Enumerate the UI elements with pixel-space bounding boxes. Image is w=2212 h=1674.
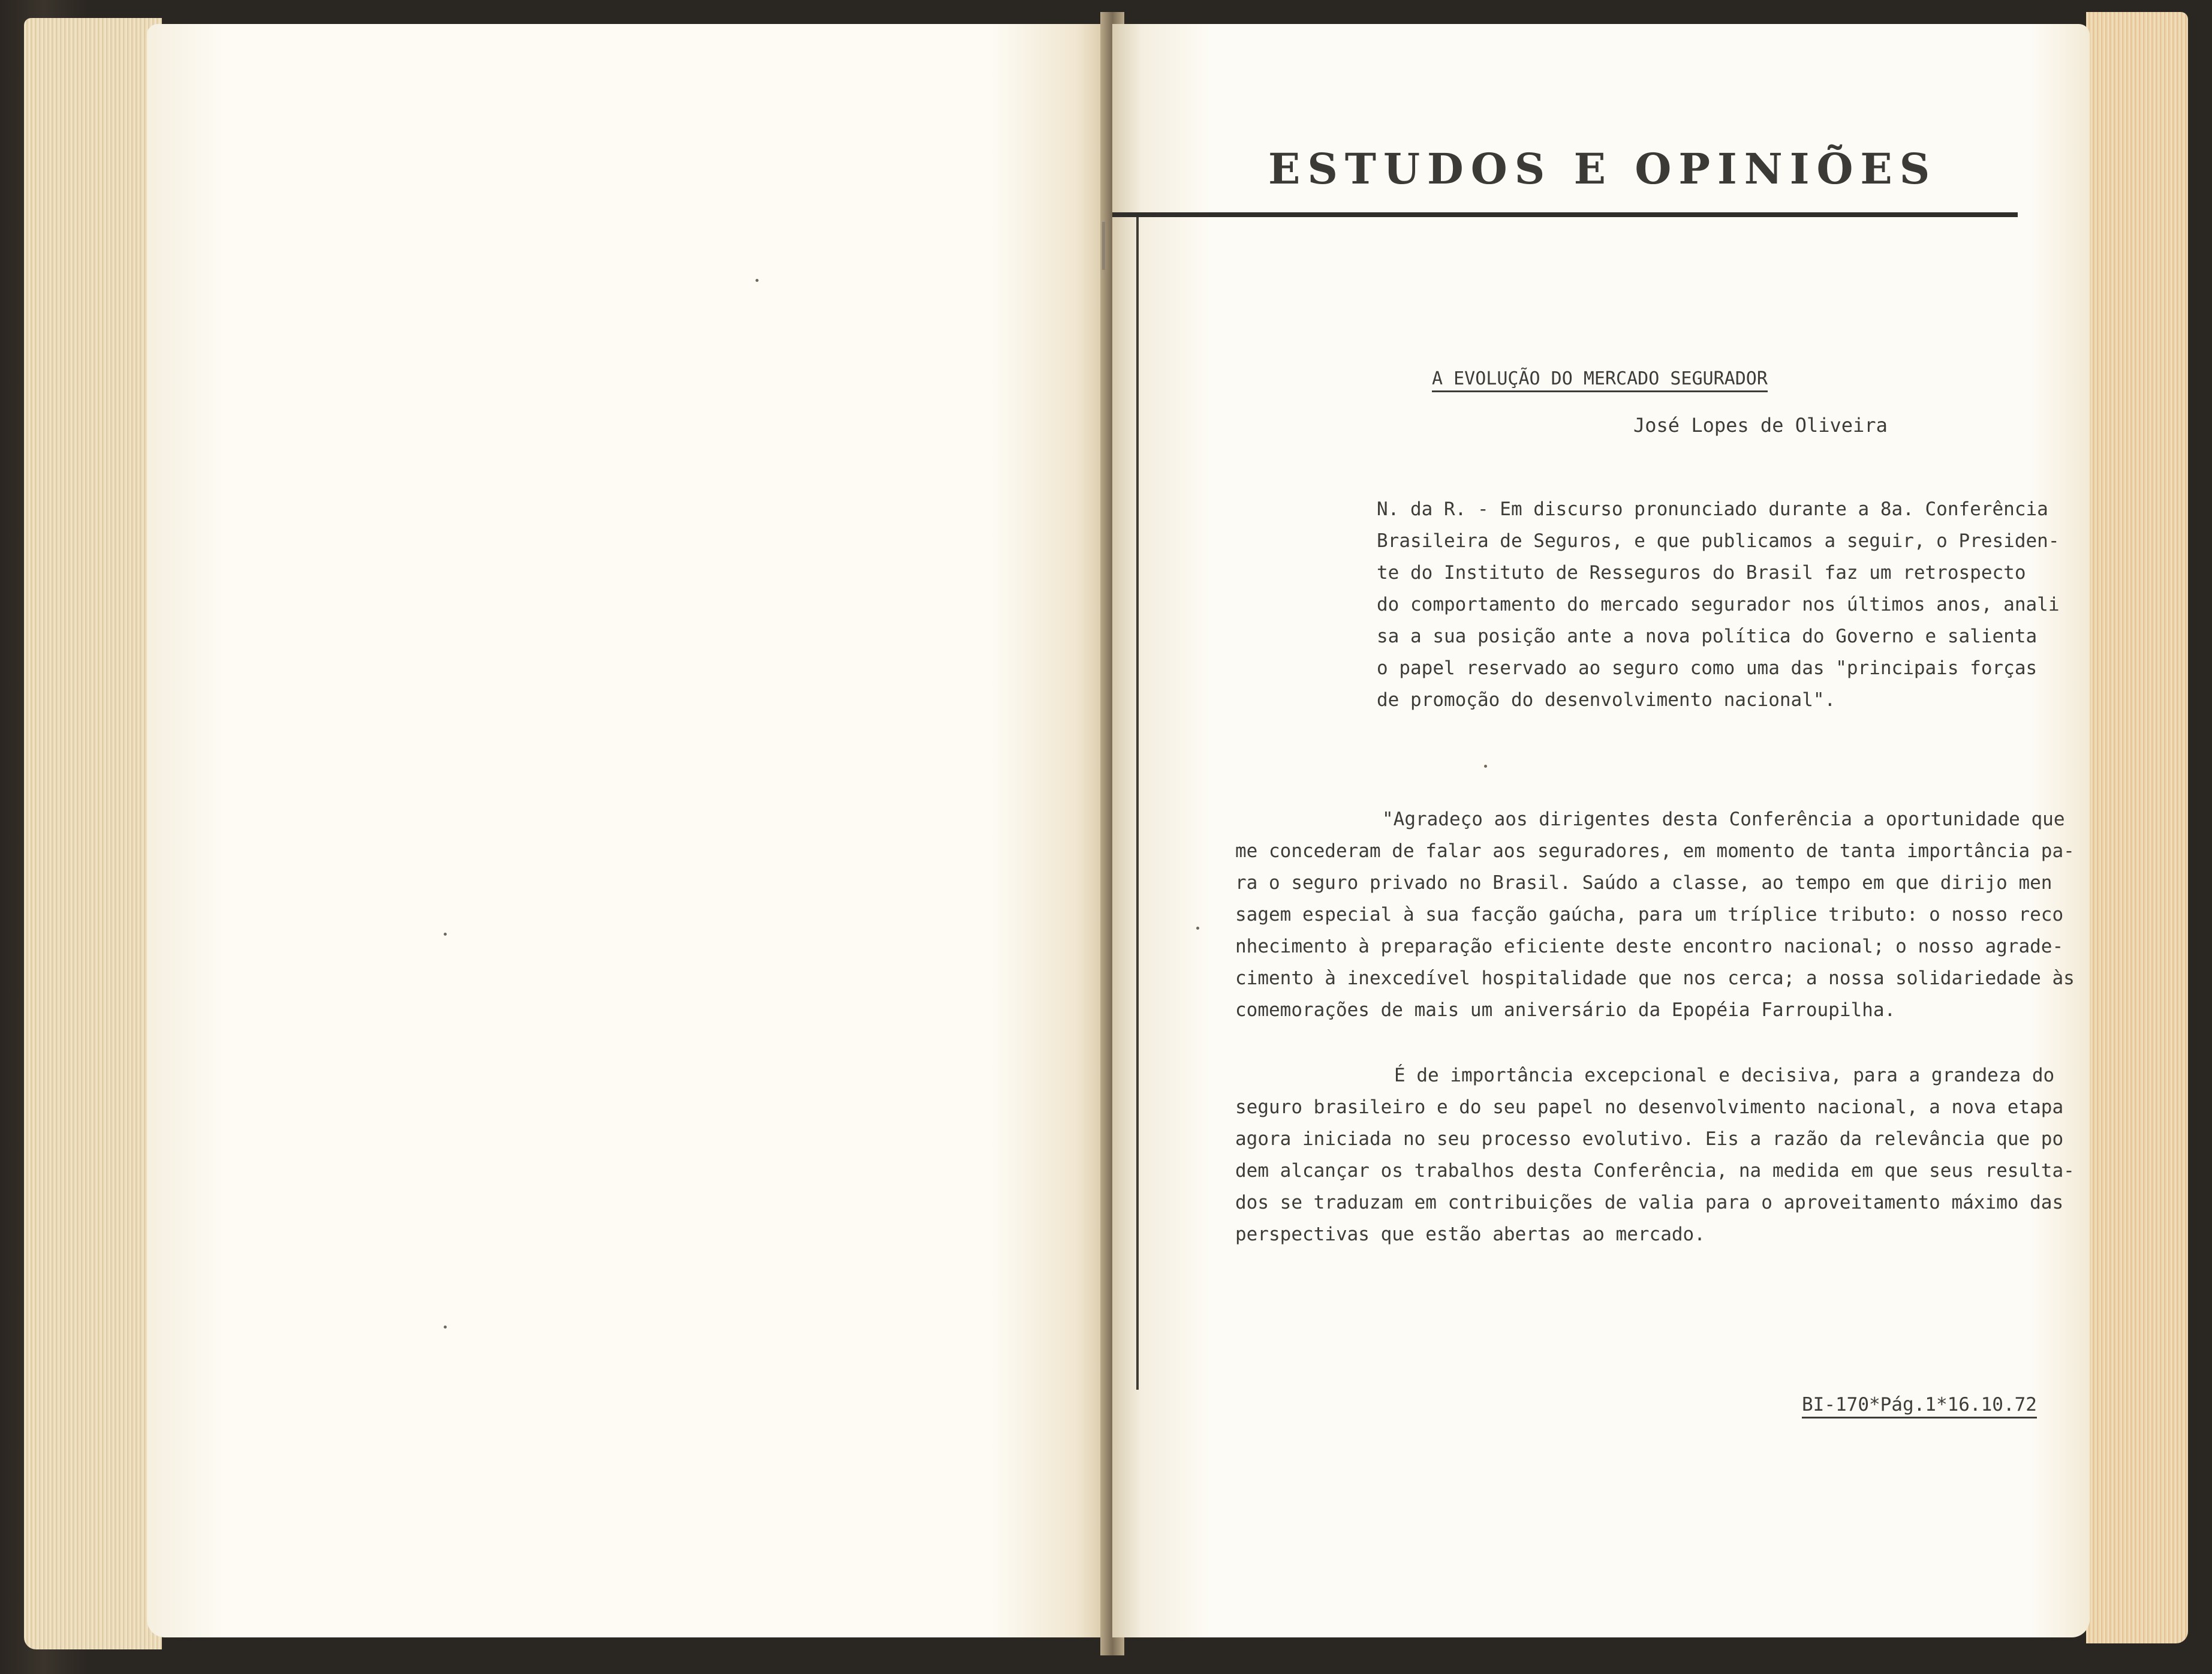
text-line: dem alcançar os trabalhos desta Conferência, na medida em que seus resulta- xyxy=(1235,1160,2075,1182)
page-reference: BI-170*Pág.1*16.10.72 xyxy=(1802,1394,2037,1418)
text-line: ra o seguro privado no Brasil. Saúdo a classe, ao tempo em que dirijo men xyxy=(1235,872,2053,894)
paper-speck xyxy=(444,1326,447,1329)
margin-rule xyxy=(1136,217,1139,1390)
section-heading: ESTUDOS E OPINIÕES xyxy=(1268,144,1937,194)
text-line: agora iniciada no seu processo evolutivo. Eis a razão da relevância que po xyxy=(1235,1128,2064,1150)
speech-paragraph-2 xyxy=(1235,1060,2075,1251)
text-line: comemorações de mais um aniversário da Epopéia Farroupilha. xyxy=(1235,999,1896,1021)
text-line: cimento à inexcedível hospitalidade que nos cerca; a nossa solidariedade às xyxy=(1235,967,2075,989)
text-line: perspectivas que estão abertas ao mercado. xyxy=(1235,1224,1705,1245)
speech-paragraph-1 xyxy=(1235,804,2075,1026)
paper-speck xyxy=(1484,765,1487,768)
text-line: de promoção do desenvolvimento nacional". xyxy=(1377,689,1836,711)
text-line: nhecimento à preparação eficiente deste encontro nacional; o nosso agrade- xyxy=(1235,936,2064,957)
text-line: dos se traduzam em contribuições de valia para o aproveitamento máximo das xyxy=(1235,1192,2064,1213)
text-line: do comportamento do mercado segurador nos últimos anos, anali xyxy=(1377,594,2060,615)
text-line: sagem especial à sua facção gaúcha, para um tríplice tributo: o nosso reco xyxy=(1235,904,2064,925)
text-line: "Agradeço aos dirigentes desta Conferência a oportunidade que xyxy=(1382,809,2065,830)
article-author: José Lopes de Oliveira xyxy=(1633,414,1888,437)
text-line: Brasileira de Seguros, e que publicamos a seguir, o Presiden- xyxy=(1377,530,2060,552)
gutter-mark xyxy=(1102,222,1105,270)
text-line: É de importância excepcional e decisiva, para a grandeza do xyxy=(1394,1065,2055,1086)
article-title: A EVOLUÇÃO DO MERCADO SEGURADOR xyxy=(1432,368,1768,392)
editor-note xyxy=(1377,494,2060,716)
text-line: te do Instituto de Resseguros do Brasil faz um retrospecto xyxy=(1377,562,2026,584)
left-page-blank xyxy=(147,24,1106,1637)
right-page-edges xyxy=(2086,12,2188,1643)
text-line: sa a sua posição ante a nova política do Governo e salienta xyxy=(1377,626,2038,647)
text-line: me concederam de falar aos seguradores, em momento de tanta importância pa- xyxy=(1235,840,2075,862)
text-line: N. da R. - Em discurso pronunciado durante a 8a. Conferência xyxy=(1377,498,2048,520)
text-line: seguro brasileiro e do seu papel no desenvolvimento nacional, a nova etapa xyxy=(1235,1096,2064,1118)
text-line: o papel reservado ao seguro como uma das "principais forças xyxy=(1377,657,2038,679)
paper-speck xyxy=(444,933,447,936)
heading-rule xyxy=(1112,212,2018,217)
left-page-edges xyxy=(24,18,162,1649)
paper-speck xyxy=(756,279,759,282)
paper-speck xyxy=(1196,927,1199,930)
